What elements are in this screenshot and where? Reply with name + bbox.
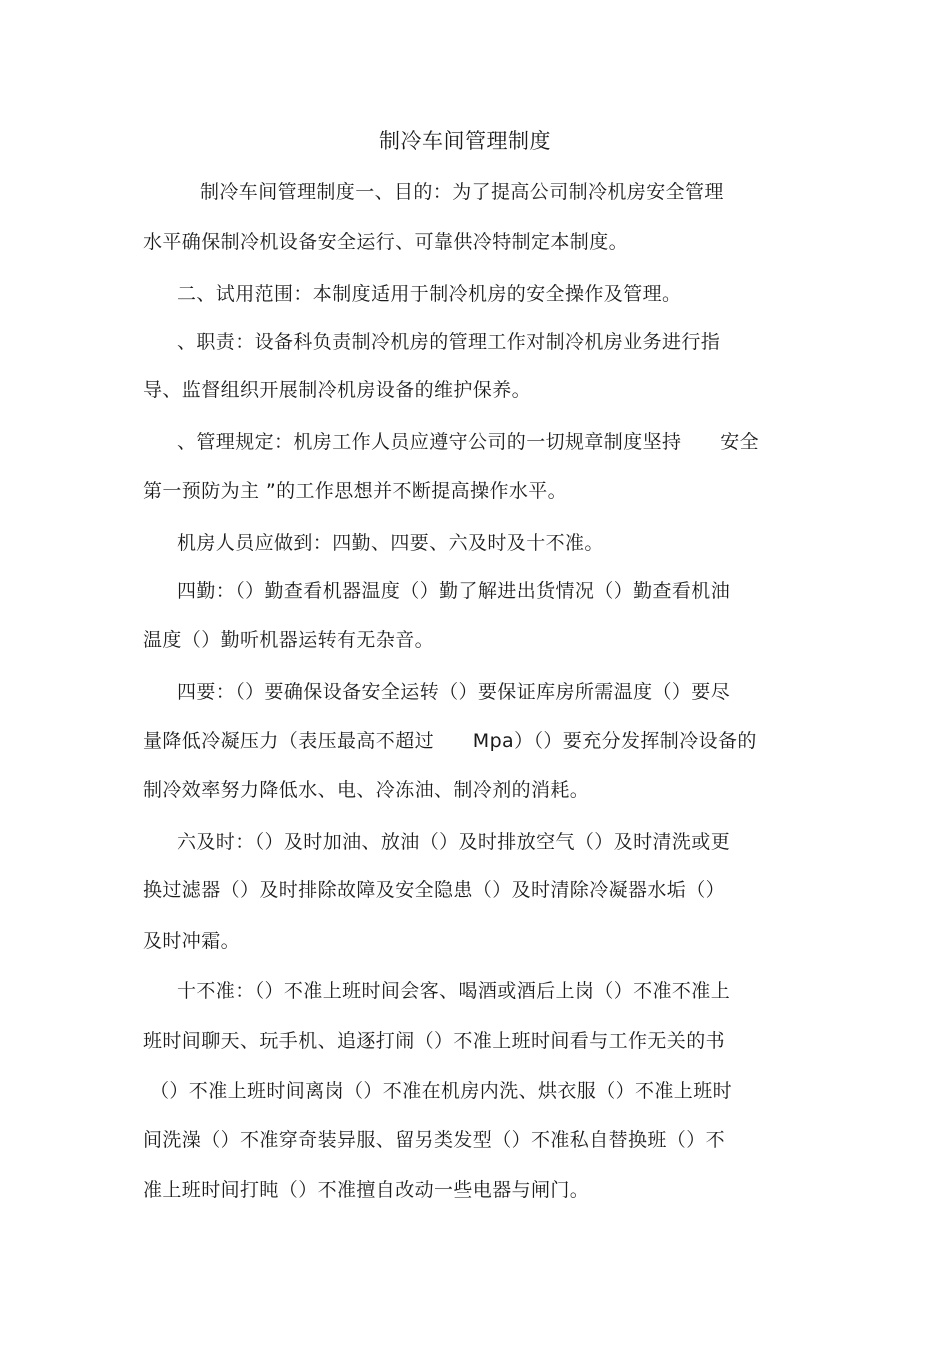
paragraph-line: 换过滤器（）及时排除故障及安全隐患（）及时清除冷凝器水垢（） xyxy=(143,879,726,901)
paragraph-line: 准上班时间打盹（）不准擅自改动一些电器与闸门。 xyxy=(143,1179,590,1201)
paragraph-line: 制冷效率努力降低水、电、冷冻油、制冷剂的消耗。 xyxy=(143,779,590,801)
paragraph-line: 四勤：（）勤查看机器温度（）勤了解进出货情况（）勤查看机油 xyxy=(177,580,731,602)
paragraph-line: 制冷车间管理制度一、目的：为了提高公司制冷机房安全管理 xyxy=(200,181,724,203)
paragraph-line: 六及时：（）及时加油、放油（）及时排放空气（）及时清洗或更 xyxy=(177,831,731,853)
paragraph-line: 十不准：（）不准上班时间会客、喝酒或酒后上岗（）不准不准上 xyxy=(177,980,731,1002)
paragraph-line: 温度（）勤听机器运转有无杂音。 xyxy=(143,629,435,651)
paragraph-line: 、管理规定：机房工作人员应遵守公司的一切规章制度坚持 安全 xyxy=(177,431,760,453)
paragraph-line: 二、试用范围：本制度适用于制冷机房的安全操作及管理。 xyxy=(177,283,682,305)
paragraph-line: 量降低冷凝压力（表压最高不超过 Mpa）（）要充分发挥制冷设备的 xyxy=(143,730,757,752)
paragraph-line: （）不准上班时间离岗（）不准在机房内洗、烘衣服（）不准上班时 xyxy=(150,1080,733,1102)
document-title: 制冷车间管理制度 xyxy=(379,129,551,153)
paragraph-line: 机房人员应做到：四勤、四要、六及时及十不准。 xyxy=(177,532,604,554)
paragraph-line: 、职责：设备科负责制冷机房的管理工作对制冷机房业务进行指 xyxy=(177,331,721,353)
paragraph-line: 班时间聊天、玩手机、追逐打闹（）不准上班时间看与工作无关的书 xyxy=(143,1030,726,1052)
paragraph-line: 四要：（）要确保设备安全运转（）要保证库房所需温度（）要尽 xyxy=(177,681,731,703)
paragraph-line: 导、监督组织开展制冷机房设备的维护保养。 xyxy=(143,379,532,401)
paragraph-line: 间洗澡（）不准穿奇装异服、留另类发型（）不准私自替换班（）不 xyxy=(143,1129,726,1151)
paragraph-line: 水平确保制冷机设备安全运行、可靠供冷特制定本制度。 xyxy=(143,231,629,253)
paragraph-line: 第一预防为主 ”的工作思想并不断提高操作水平。 xyxy=(143,480,568,502)
paragraph-line: 及时冲霜。 xyxy=(143,930,241,952)
